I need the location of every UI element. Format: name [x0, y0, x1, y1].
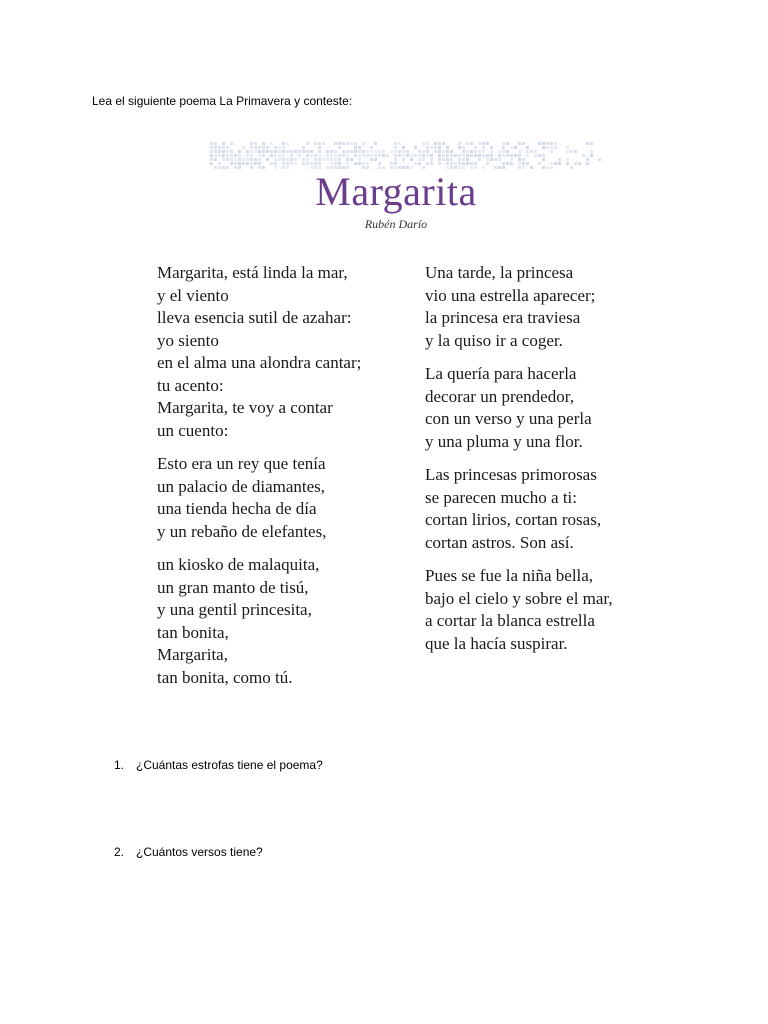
poem-column-left: [157, 262, 361, 700]
verse-line: Las princesas primorosas: [425, 465, 597, 484]
instruction-text: Lea el siguiente poema La Primavera y conteste:: [92, 94, 353, 108]
verse-line: un kiosko de malaquita,: [157, 555, 320, 574]
verse-line: un cuento:: [157, 420, 229, 440]
verse-line: y un rebaño de elefantes,: [157, 521, 327, 541]
stanza: [425, 262, 613, 352]
verse-line: La quería para hacerla: [425, 364, 577, 383]
poem-column-right: [425, 262, 613, 666]
question-text: ¿Cuántos versos tiene?: [136, 845, 263, 859]
verse-line: que la hacía suspirar.: [425, 633, 568, 653]
verse-line: a cortar la blanca estrella: [425, 611, 595, 630]
stanza: [425, 464, 613, 554]
verse-line: se parecen mucho a ti:: [425, 487, 577, 507]
poem-author: Rubén Darío: [364, 217, 428, 231]
verse-line: lleva esencia sutil de azahar:: [157, 308, 352, 327]
verse-line: yo siento: [157, 330, 219, 350]
verse-line: y una gentil princesita,: [157, 600, 312, 619]
verse-line: cortan astros. Son así.: [425, 532, 574, 552]
question-text: ¿Cuántas estrofas tiene el poema?: [136, 758, 323, 772]
verse-line: tan bonita, como tú.: [157, 667, 293, 687]
verse-line: Margarita, está linda la mar,: [157, 263, 348, 282]
verse-line: vio una estrella aparecer;: [425, 285, 596, 305]
verse-line: Pues se fue la niña bella,: [425, 566, 594, 585]
verse-line: tan bonita,: [157, 622, 229, 642]
verse-line: y la quiso ir a coger.: [425, 330, 563, 350]
stanza: [425, 363, 613, 453]
question-1: [114, 758, 323, 772]
stanza: [157, 554, 361, 689]
verse-line: tu acento:: [157, 375, 224, 395]
verse-line: Margarita, te voy a contar: [157, 398, 333, 417]
verse-line: con un verso y una perla: [425, 409, 592, 428]
verse-line: Margarita,: [157, 645, 228, 664]
stanza: [157, 262, 361, 442]
verse-line: un palacio de diamantes,: [157, 476, 326, 496]
verse-line: Una tarde, la princesa: [425, 263, 574, 282]
verse-line: y una pluma y una flor.: [425, 431, 583, 451]
stanza: [425, 565, 613, 655]
verse-line: Esto era un rey que tenía: [157, 454, 326, 473]
stanza: [157, 453, 361, 543]
verse-line: la princesa era traviesa: [425, 308, 581, 327]
question-number: 2.: [114, 845, 125, 859]
question-2: [114, 845, 263, 859]
verse-line: en el alma una alondra cantar;: [157, 353, 362, 372]
verse-line: y el viento: [157, 285, 229, 305]
poem-title: Margarita: [315, 169, 477, 214]
verse-line: decorar un prendedor,: [425, 386, 574, 406]
question-number: 1.: [114, 758, 125, 772]
verse-line: cortan lirios, cortan rosas,: [425, 510, 602, 529]
verse-line: una tienda hecha de día: [157, 499, 317, 518]
verse-line: un gran manto de tisú,: [157, 577, 309, 597]
verse-line: bajo el cielo y sobre el mar,: [425, 588, 613, 608]
